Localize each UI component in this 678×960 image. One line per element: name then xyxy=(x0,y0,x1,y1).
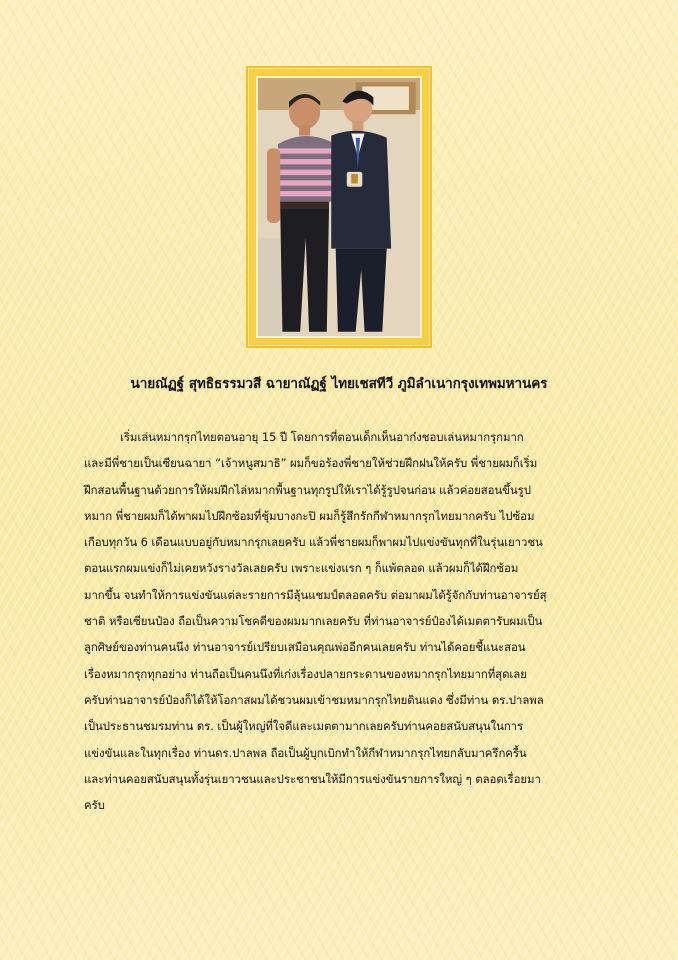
body-line-12: เป็นประธานชมรมท่าน ดร. เป็นผู้ใหญ่ที่ใจดีและเมตตามากเลยครับท่านคอยสนับสนุนในการ xyxy=(84,719,524,734)
portrait-photo-icon xyxy=(258,78,420,336)
body-text xyxy=(84,424,604,818)
body-line-6: ตอนแรกผมแข่งก็ไม่เคยหวังรางวัลเลยครับ เพราะแข่งแรก ๆ ก็แพ้ตลอด แล้วผมก็ได้ฝึกซ้อม xyxy=(84,561,519,576)
photo-caption: นายณัฏฐ์ สุทธิธรรมวสี ฉายาณัฏฐ์ ไทยเชสทีวี ภูมิลำเนากรุงเทพมหานคร xyxy=(130,376,548,392)
photo-frame xyxy=(246,66,432,348)
body-line-1: เริ่มเล่นหมากรุกไทยตอนอายุ 15 ปี โดยการที่ตอนเด็กเห็นอาก๋งชอบเล่นหมากรุกมาก xyxy=(120,430,524,444)
body-line-7: มากขึ้น จนทำให้การแข่งขันแต่ละรายการมีลุ้นแชมป์ตลอดครับ ต่อมาผมได้รู้จักกับท่านอาจารย์สุ xyxy=(84,587,547,602)
body-line-8: ชาติ หรือเซียนป๋อง ถือเป็นความโชคดีของผมมากเลยครับ ที่ท่านอาจารย์ป๋องได้เมตตารับผมเป็น xyxy=(84,614,543,629)
body-line-14: และท่านคอยสนับสนุนทั้งรุ่นเยาวชนและประชาชนให้มีการแข่งขันรายการใหญ่ ๆ ตลอดเรื่อยมา xyxy=(84,771,541,786)
body-line-5: เกือบทุกวัน 6 เดือนแบบอยู่กับหมากรุกเลยครับ แล้วพี่ชายผมก็พาผมไปแข่งขันทุกที่ในรุ่นเยาวชน xyxy=(84,535,543,550)
body-line-13: แข่งขันและในทุกเรื่อง ท่านดร.ปาลพล ถือเป็นผู้บุกเบิกทำให้กีฬาหมากรุกไทยกลับมาครึกครื้น xyxy=(84,745,527,760)
body-line-11: ครับท่านอาจารย์ป๋องก็ได้ให้โอกาสผมได้ชวนผมเข้าชมหมากรุกไทยดินแดง ซึ่งมีท่าน ดร.ปาลพล xyxy=(84,692,544,707)
body-line-3: ฝึกสอนพื้นฐานด้วยการให้ผมฝึกไล่หมากพื้นฐานทุกรูปให้เราได้รู้รูปจนก่อน แล้วค่อยสอนขึ้นรูป xyxy=(84,482,531,497)
body-line-2: และมีพี่ชายเป็นเซียนฉายา “เจ้าหนูสมาธิ” ผมก็ขอร้องพี่ชายให้ช่วยฝึกฝนให้ครับ พี่ชายผมก็เริ่ม xyxy=(84,456,538,471)
body-line-4: หมาก พี่ชายผมก็ได้พาผมไปฝึกซ้อมที่ชุ้มบางกะปิ ผมก็รู้สึกรักกีฬาหมากรุกไทยมากครับ ไปซ้อม xyxy=(84,508,535,523)
portrait-photo xyxy=(258,78,420,336)
body-line-10: เรื่องหมากรุกทุกอย่าง ท่านถือเป็นคนนึงที่เก่งเรื่องปลายกระดานของหมากรุกไทยมากที่สุดเลย xyxy=(84,666,527,681)
body-line-9: ลูกศิษย์ของท่านคนนึง ท่านอาจารย์เปรียบเสมือนคุณพ่ออีกคนเลยครับ ท่านได้คอยชี้แนะสอน xyxy=(84,640,526,655)
body-line-15: ครับ xyxy=(84,798,105,813)
